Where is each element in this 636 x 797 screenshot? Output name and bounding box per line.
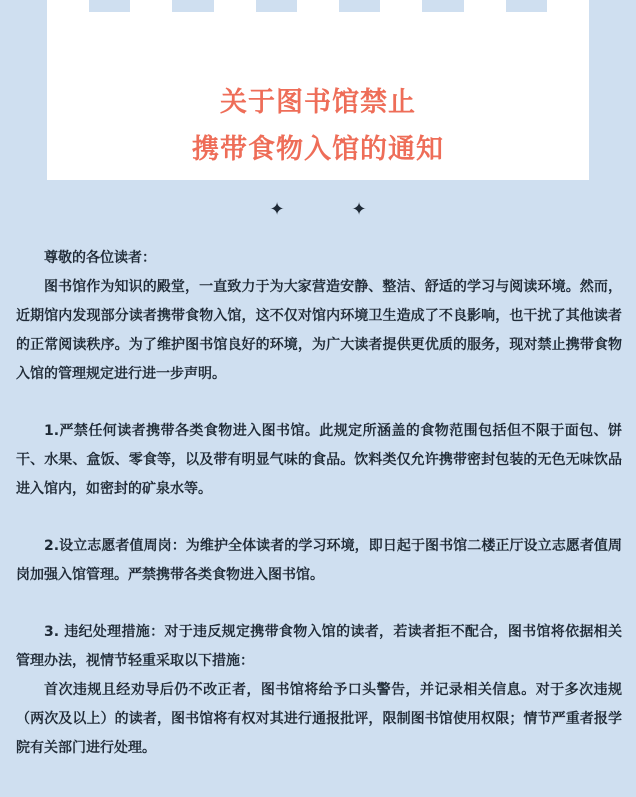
sparkle-icon: ✦ xyxy=(351,199,367,220)
rule-item-3: 3. 违纪处理措施：对于违反规定携带食物入馆的读者，若读者拒不配合，图书馆将依据相关管理办法，视情节轻重采取以下措施： xyxy=(16,624,622,669)
rule-item-1: 1.严禁任何读者携带各类食物进入图书馆。此规定所涵盖的食物范围包括但不限于面包、饼干、水果、盒饭、零食等，以及带有明显气味的食品。饮料类仅允许携带密封包装的无色无味饮品进入馆内，如密封的矿泉水等。 xyxy=(16,423,622,497)
crenel xyxy=(130,0,172,12)
paragraph-gap xyxy=(0,504,636,532)
paragraph-gap xyxy=(0,389,636,417)
crenel xyxy=(464,0,506,12)
intro-paragraph: 图书馆作为知识的殿堂，一直致力于为大家营造安静、整洁、舒适的学习与阅读环境。然而，近期馆内发现部分读者携带食物入馆，这不仅对馆内环境卫生造成了不良影响，也干扰了其他读者的正常阅读秩序。为了维护图书馆良好的环境，为广大读者提供更优质的服务，现对禁止携带食物入馆的管理规定进行进一步声明。 xyxy=(16,279,622,382)
rule-item-3-detail: 首次违规且经劝导后仍不改正者，图书馆将给予口头警告，并记录相关信息。对于多次违规（两次及以上）的读者，图书馆将有权对其进行通报批评，限制图书馆使用权限；情节严重者报学院有关部门进行处理。 xyxy=(16,682,622,756)
notice-body xyxy=(0,244,636,794)
notice-title-line-1: 关于图书馆禁止 xyxy=(220,87,416,118)
crenel xyxy=(47,0,89,12)
title-card xyxy=(47,12,589,180)
crenel xyxy=(214,0,256,12)
paragraph-gap xyxy=(0,590,636,618)
crenel xyxy=(547,0,589,12)
title-card-crenellation xyxy=(47,0,589,12)
rule-item-2: 2.设立志愿者值周岗：为维护全体读者的学习环境，即日起于图书馆二楼正厅设立志愿者值周岗加强入馆管理。严禁携带各类食物进入图书馆。 xyxy=(16,538,622,583)
greeting: 尊敬的各位读者： xyxy=(44,250,156,266)
crenel xyxy=(380,0,422,12)
notice-title-line-2: 携带食物入馆的通知 xyxy=(192,134,444,165)
sparkle-icon: ✦ xyxy=(269,199,285,220)
crenel xyxy=(297,0,339,12)
